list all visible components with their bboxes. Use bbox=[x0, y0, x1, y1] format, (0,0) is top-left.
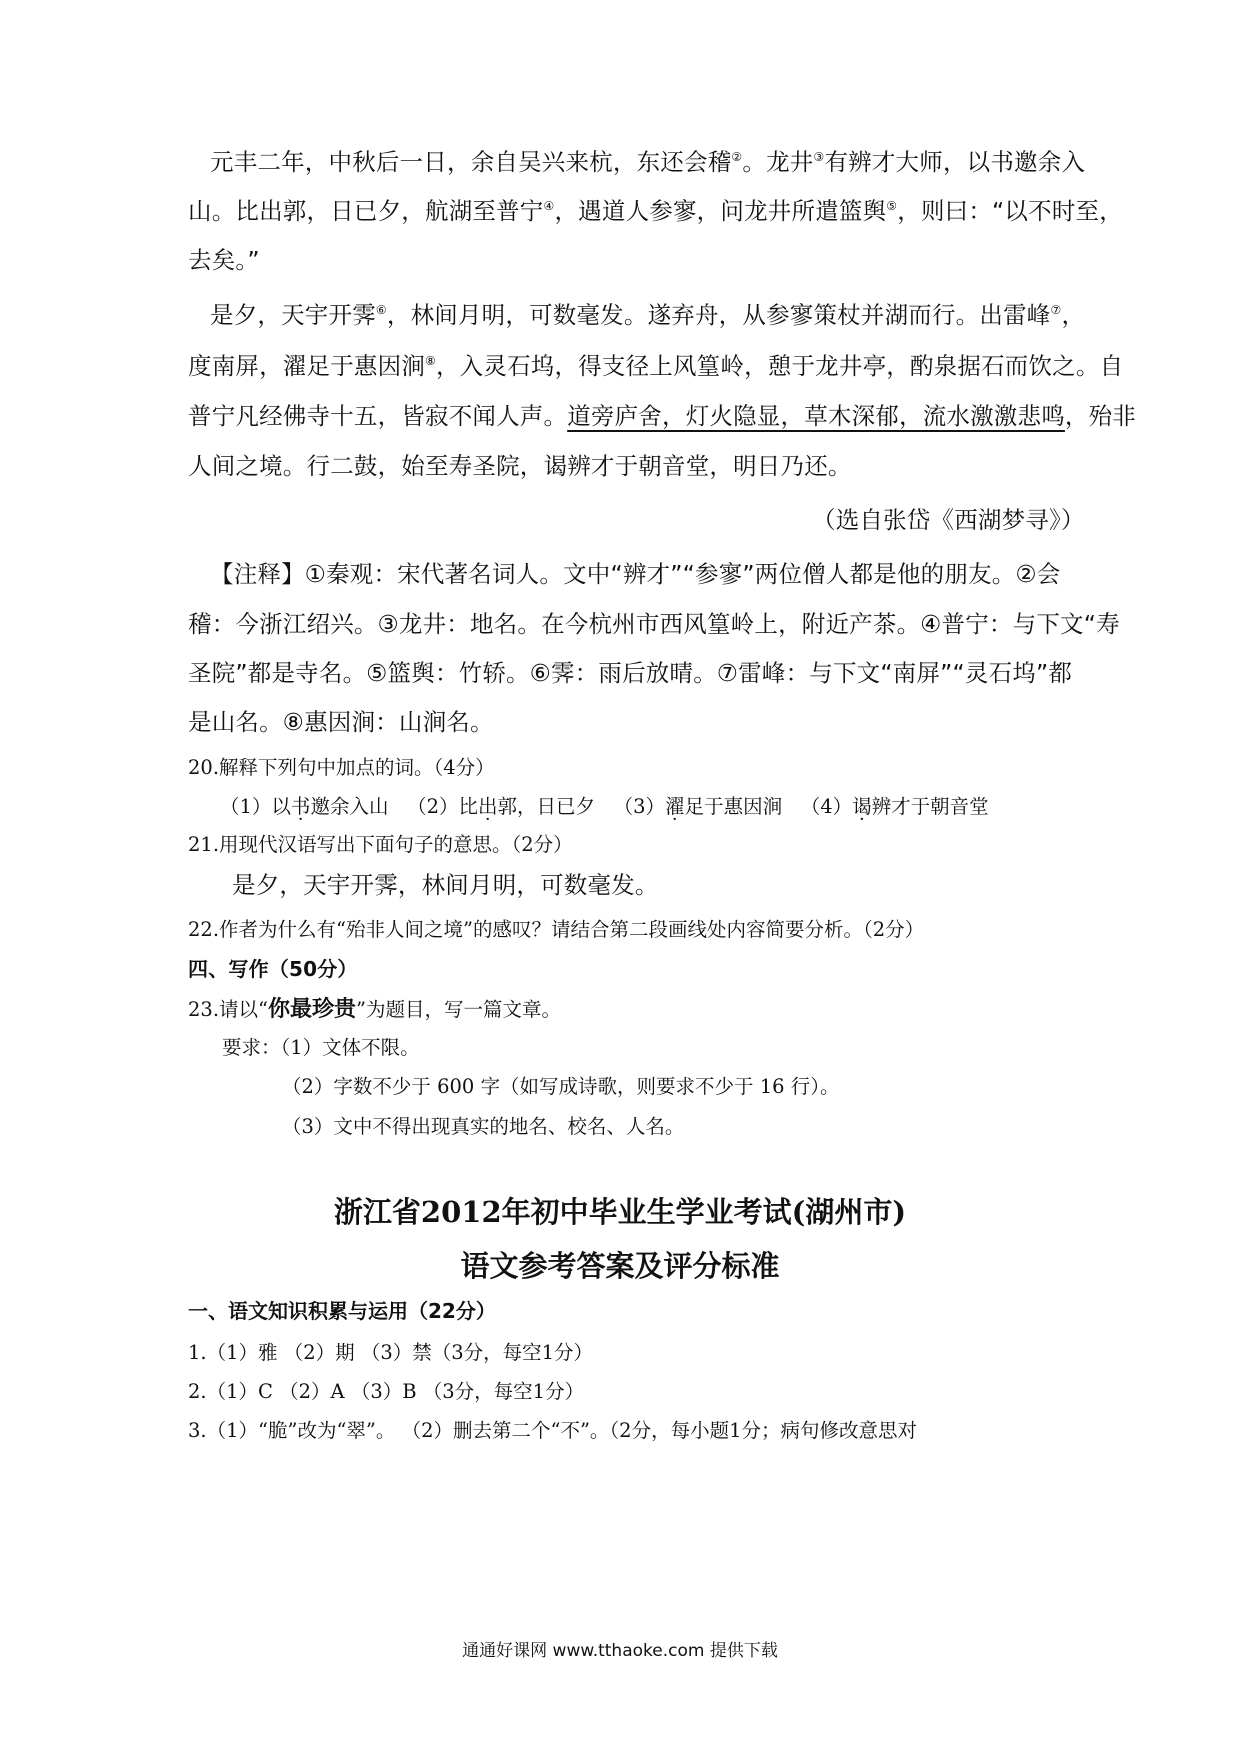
text: ， bbox=[1061, 301, 1086, 329]
text: （3） bbox=[613, 795, 666, 818]
text: 有辨才大师，以书邀余入 bbox=[824, 148, 1086, 176]
footnote-mark: ⑦ bbox=[1050, 303, 1062, 317]
text: 普宁凡经佛寺十五，皆寂不闻人声。 bbox=[188, 402, 568, 430]
text: （1）以 bbox=[220, 795, 291, 818]
requirement-2: （2）字数不少于 600 字（如写成诗歌，则要求不少于 16 行）。 bbox=[282, 1075, 840, 1098]
text: 23.请以“ bbox=[188, 998, 268, 1021]
underlined-text: 道旁庐舍，灯火隐显，草木深郁，流水激激悲鸣 bbox=[567, 402, 1065, 430]
footnote-mark: ⑤ bbox=[886, 199, 898, 213]
question-20-items bbox=[220, 791, 989, 819]
dotted-word: 濯 bbox=[665, 795, 685, 818]
text: ，则曰：“以不时至， bbox=[897, 197, 1123, 225]
answer-1: 1.（1）雅 （2）期 （3）禁（3分，每空1分） bbox=[188, 1341, 594, 1364]
requirement-1: 要求：（1）文体不限。 bbox=[222, 1036, 420, 1059]
page-footer: 通通好课网 www.tthaoke.com 提供下载 bbox=[462, 1641, 778, 1661]
answers-section-1: 一、语文知识积累与运用（22分） bbox=[188, 1299, 496, 1323]
text: 邀余入山 bbox=[310, 795, 389, 818]
question-21-sentence: 是夕，天宇开霁，林间月明，可数毫发。 bbox=[232, 871, 659, 899]
notes-line3: 圣院”都是寺名。⑤篮舆：竹轿。⑥霁：雨后放晴。⑦雷峰：与下文“南屏”“灵石坞”都 bbox=[188, 659, 1073, 687]
answers-title-2: 语文参考答案及评分标准 bbox=[460, 1249, 780, 1283]
dotted-word: 书 bbox=[290, 795, 311, 818]
text: ，殆非 bbox=[1064, 402, 1137, 430]
essay-title: 你最珍贵 bbox=[267, 997, 356, 1022]
passage-p1-line3: 去矣。” bbox=[188, 246, 260, 274]
text: 足于惠因涧 bbox=[684, 795, 783, 818]
text: ，遇道人参寥，问龙井所遣篮舆 bbox=[554, 197, 887, 225]
notes-line2: 稽：今浙江绍兴。③龙井：地名。在今杭州市西风篁岭上，附近产茶。④普宁：与下文“寿 bbox=[188, 610, 1120, 638]
footnote-mark: ⑥ bbox=[375, 303, 387, 317]
dotted-word: 出 bbox=[477, 795, 498, 818]
answer-2: 2.（1）C （2）A （3）B （3分，每空1分） bbox=[188, 1380, 585, 1403]
passage-p2-line3 bbox=[188, 397, 1136, 431]
text: （2）比 bbox=[407, 795, 478, 818]
writing-heading: 四、写作（50分） bbox=[188, 957, 358, 981]
text: 山。比出郭，日已夕，航湖至普宁 bbox=[188, 197, 544, 225]
footnote-mark: ④ bbox=[543, 199, 555, 213]
text: 度南屏，濯足于惠因涧 bbox=[188, 352, 425, 380]
question-21: 21.用现代汉语写出下面句子的意思。（2分） bbox=[188, 833, 573, 856]
notes-line1: 【注释】①秦观：宋代著名词人。文中“辨才”“参寥”两位僧人都是他的朋友。②会 bbox=[210, 560, 1061, 588]
question-20: 20.解释下列句中加点的词。（4分） bbox=[188, 756, 495, 779]
text: 是夕，天宇开霁 bbox=[210, 301, 376, 329]
footnote-mark: ② bbox=[731, 150, 743, 164]
requirement-3: （3）文中不得出现真实的地名、校名、人名。 bbox=[282, 1115, 685, 1138]
question-23 bbox=[188, 992, 561, 1023]
passage-p2-line1 bbox=[210, 296, 1085, 330]
passage-p2-line2 bbox=[188, 347, 1123, 381]
text: 郭，日已夕 bbox=[497, 795, 596, 818]
text: 元丰二年，中秋后一日，余自吴兴来杭，东还会稽 bbox=[210, 148, 732, 176]
passage-p2-line4: 人间之境。行二鼓，始至寿圣院，谒辨才于朝音堂，明日乃还。 bbox=[188, 452, 852, 480]
answer-3: 3.（1）“脆”改为“翠”。 （2）删去第二个“不”。（2分，每小题1分；病句修改意思对 bbox=[188, 1419, 917, 1442]
passage-p1-line2 bbox=[188, 192, 1123, 226]
text: 辨才于朝音堂 bbox=[871, 795, 989, 818]
text: ”为题目，写一篇文章。 bbox=[356, 998, 561, 1021]
answers-title-1: 浙江省2012年初中毕业生学业考试(湖州市) bbox=[333, 1195, 907, 1229]
passage-source: （选自张岱《西湖梦寻》） bbox=[812, 506, 1085, 534]
dotted-word: 谒 bbox=[852, 795, 872, 818]
passage-p1-line1 bbox=[210, 143, 1085, 177]
text: ，入灵石坞，得支径上风篁岭，憩于龙井亭，酌泉据石而饮之。自 bbox=[435, 352, 1124, 380]
footnote-mark: ③ bbox=[813, 150, 825, 164]
text: （4） bbox=[800, 795, 853, 818]
text: 。龙井 bbox=[742, 148, 814, 176]
notes-line4: 是山名。⑧惠因涧：山涧名。 bbox=[188, 708, 494, 736]
footnote-mark: ⑧ bbox=[425, 354, 436, 368]
text: ，林间月明，可数毫发。遂弃舟，从参寥策杖并湖而行。出雷峰 bbox=[386, 301, 1051, 329]
question-22: 22.作者为什么有“殆非人间之境”的感叹？请结合第二段画线处内容简要分析。（2分） bbox=[188, 918, 925, 941]
